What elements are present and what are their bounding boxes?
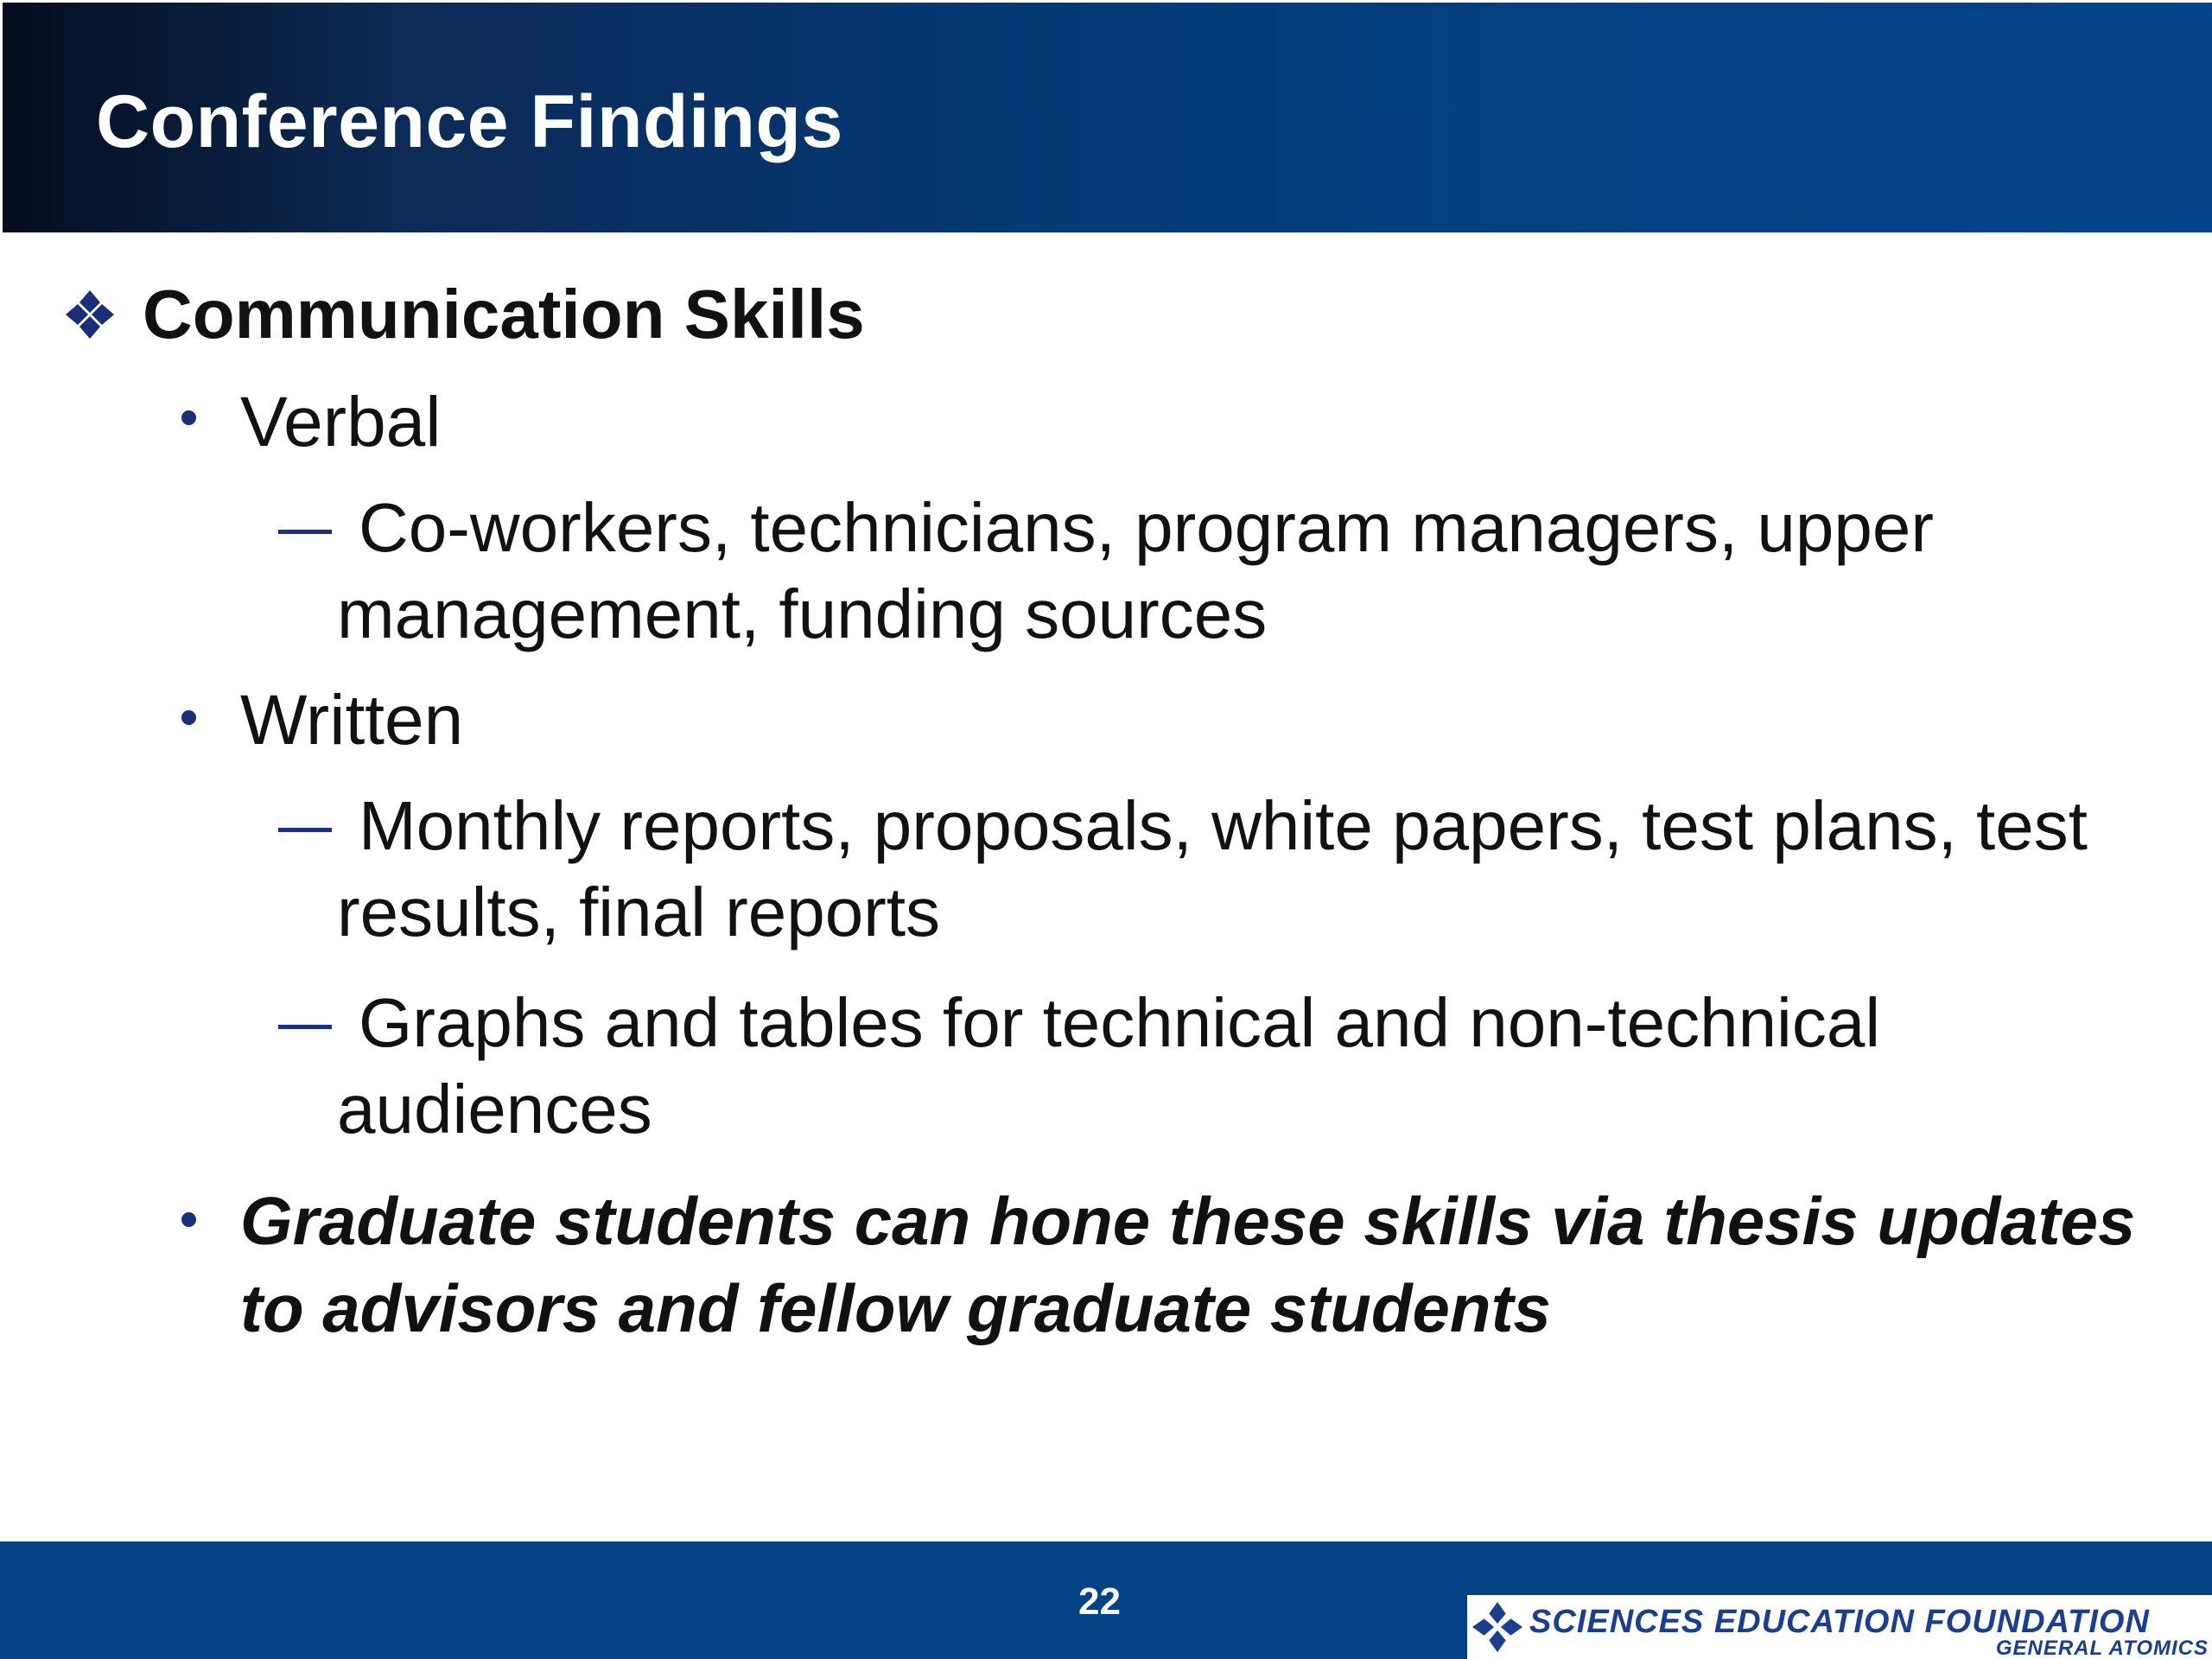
slide-title: Conference Findings: [96, 80, 843, 163]
four-diamond-icon: [1471, 1600, 1524, 1654]
logo-main-text: SCIENCES EDUCATION FOUNDATION: [1529, 1604, 2150, 1640]
dash-icon: [278, 1025, 332, 1029]
sciences-education-foundation-logo: [1467, 1595, 2212, 1659]
bullet-dot-icon: [181, 1212, 196, 1227]
sub-item-written-documents: Monthly reports, proposals, white papers, test plans, test results, final reports: [337, 787, 2088, 950]
bullet-item-verbal: Verbal: [240, 383, 442, 461]
bullet-item-written: Written: [240, 681, 464, 760]
logo-sub-text: GENERAL ATOMICS: [1995, 1637, 2209, 1659]
page-number: 22: [1078, 1580, 1121, 1623]
sub-item-written-graphs: Graphs and tables for technical and non-technical audiences: [337, 984, 1881, 1147]
section-heading: Communication Skills: [143, 276, 865, 353]
bullet-dot-icon: [181, 710, 196, 725]
slide-content: [0, 233, 2212, 1538]
four-diamond-icon: [62, 287, 118, 342]
dash-icon: [278, 530, 332, 534]
bullet-dot-icon: [181, 410, 196, 425]
dash-icon: [278, 828, 332, 832]
emphasis-statement: Graduate students can hone these skills via thesis updates to advisors and fellow graduate students: [240, 1183, 2136, 1346]
sub-item-verbal-audience: Co-workers, technicians, program managers, upper management, funding sources: [337, 489, 1935, 652]
